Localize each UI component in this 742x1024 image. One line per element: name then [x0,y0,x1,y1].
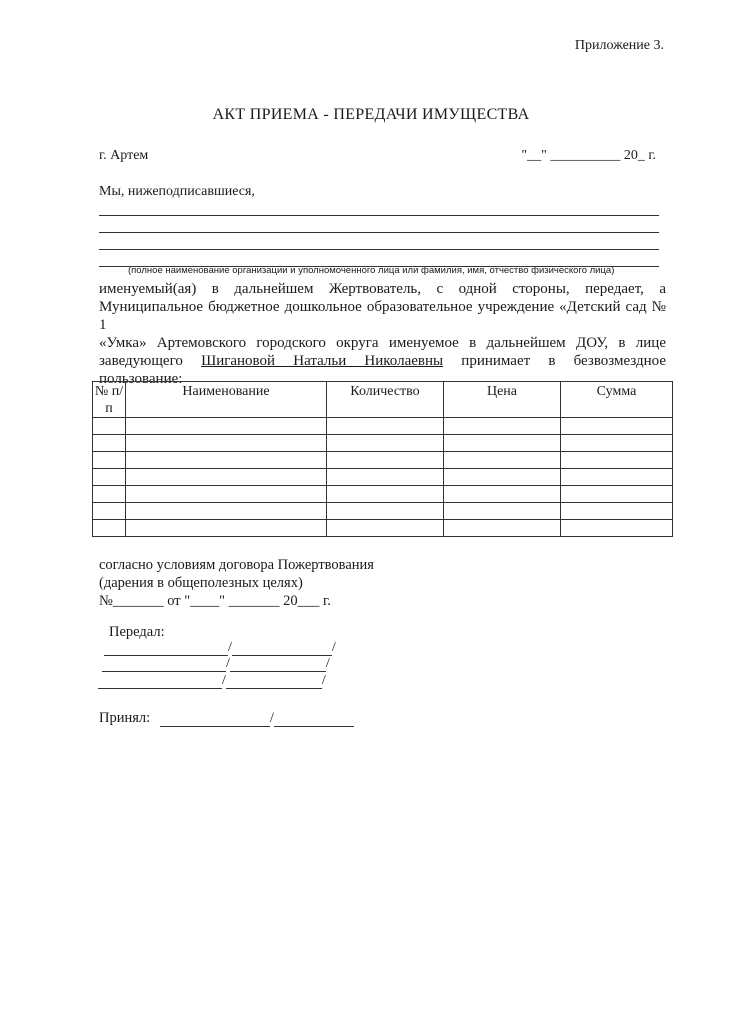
table-cell [444,469,561,486]
agreement-block [99,556,374,610]
paragraph-line: именуемый(ая) в дальнейшем Жертвователь, с одной стороны, передает, а [99,281,666,297]
head-name: Шигановой Натальи Николаевны [201,353,444,369]
table-cell [561,418,673,435]
head-suffix: принимает в безвозмездное [461,353,666,369]
table-cell [327,520,444,537]
table-cell [444,503,561,520]
passed-signature-line: / / [98,673,326,687]
table-cell [126,486,327,503]
table-cell [93,452,126,469]
date-line: "__" __________ 20_ г. [521,148,656,163]
blank-line [99,249,659,250]
table-row [93,435,673,452]
table-cell [93,469,126,486]
table-cell [444,452,561,469]
intro-we: Мы, нижеподписавшиеся, [99,184,255,199]
table-cell [93,503,126,520]
table-cell [93,435,126,452]
received-signature-line [160,713,270,727]
city-label: г. Артем [99,148,149,163]
table-row [93,469,673,486]
received-block: Принял: / [99,710,354,727]
table-row [93,486,673,503]
party-caption: (полное наименование организации и уполномоченного лица или фамилия, имя, отчество физического лица) [128,265,615,276]
table-cell [327,435,444,452]
agreement-number-line: №_______ от "____" _______ 20___ г. [99,593,331,609]
table-cell [327,452,444,469]
paragraph-line: пользование: [99,371,183,387]
head-prefix: заведующего [99,353,183,369]
passed-signature-line: / / [104,640,336,654]
table-cell [327,486,444,503]
table-row [93,520,673,537]
document-title: АКТ ПРИЕМА - ПЕРЕДАЧИ ИМУЩЕСТВА [212,106,530,123]
table-row [93,452,673,469]
table-cell [126,520,327,537]
appendix-label: Приложение 3. [574,38,664,53]
table-cell [444,418,561,435]
col-quantity: Количество [327,382,444,418]
table-cell [561,452,673,469]
table-cell [126,452,327,469]
table-cell [561,469,673,486]
table-cell [126,503,327,520]
col-sum: Сумма [561,382,673,418]
paragraph-line [99,352,666,370]
agreement-line: согласно условиям договора Пожертвования [99,557,374,573]
table-cell [126,435,327,452]
table-cell [444,435,561,452]
table-row [93,418,673,435]
table-cell [561,435,673,452]
table-cell [561,503,673,520]
table-cell [327,503,444,520]
table-cell [444,520,561,537]
table-cell [93,520,126,537]
col-name: Наименование [126,382,327,418]
table-cell [126,469,327,486]
blank-line [99,215,659,216]
intro-paragraph [99,280,666,388]
table-cell [327,418,444,435]
table-body [93,418,673,537]
table-cell [93,486,126,503]
property-table [92,381,673,537]
col-price: Цена [444,382,561,418]
passed-label: Передал: [109,624,165,640]
table-cell [93,418,126,435]
table-row [93,503,673,520]
table-cell [327,469,444,486]
received-label: Принял: [99,710,151,726]
blank-line [99,232,659,233]
agreement-line: (дарения в общеполезных целях) [99,575,303,591]
table-cell [444,486,561,503]
table-header-row [93,382,673,418]
paragraph-line: Муниципальное бюджетное дошкольное образовательное учреждение «Детский сад № 1 [99,299,666,333]
table-cell [126,418,327,435]
table-cell [561,486,673,503]
col-number: № п/п [93,382,126,418]
received-name-line [274,713,354,727]
table-cell [561,520,673,537]
passed-signature-line: / / [102,656,330,670]
paragraph-line: «Умка» Артемовского городского округа именуемое в дальнейшем ДОУ, в лице [99,335,666,351]
